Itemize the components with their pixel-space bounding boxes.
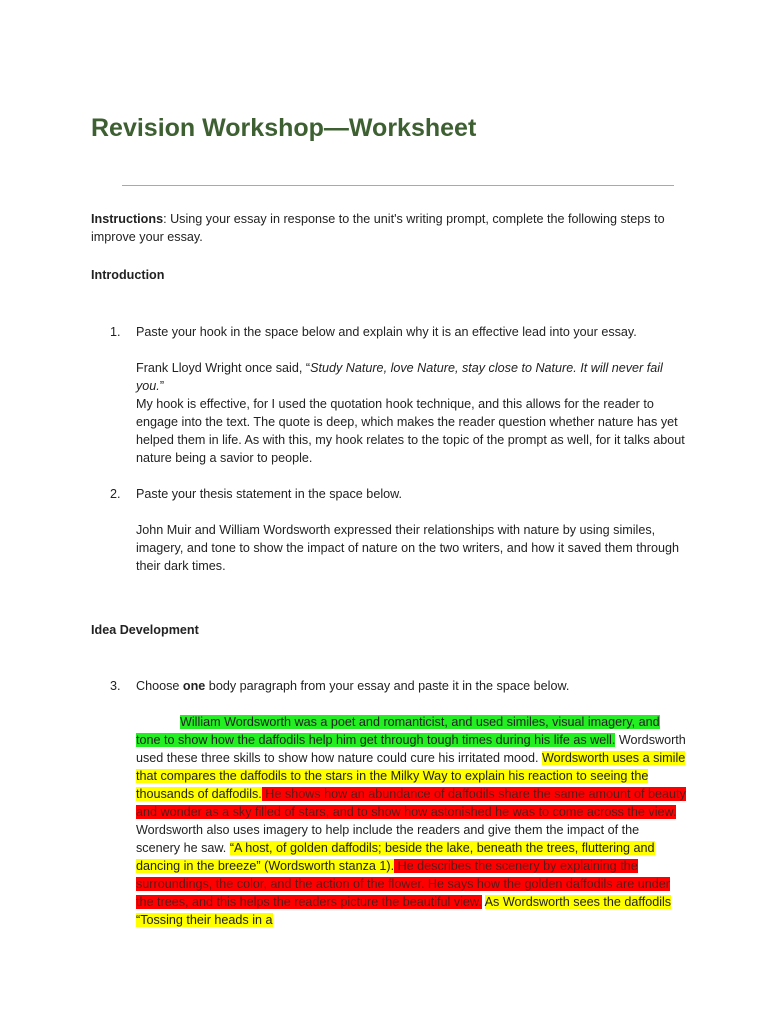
prompt-pre: Choose xyxy=(136,679,183,693)
paragraph-segment-plain: Wordsworth used these three skills to show how nature could cure his irritated mood. xyxy=(136,733,686,765)
hook-answer-lead: Frank Lloyd Wright once said, “ xyxy=(136,361,311,375)
prompt-bold: one xyxy=(182,679,206,693)
paragraph-segment-red-highlight: He shows how an abundance of daffodils share the same amount of beauty and wonder as a sky filled of stars, and to show how astonished he was to come across the view. xyxy=(136,787,686,819)
paragraph-segment-yellow-highlight: Wordsworth uses a simile that compares the daffodils to the stars in the Milky Way to explain his reaction to seeing the thousands of daffodils. xyxy=(136,751,686,801)
list-item-thesis xyxy=(110,485,690,575)
hook-answer xyxy=(136,359,686,395)
item-prompt xyxy=(136,677,686,695)
hook-explanation: My hook is effective, for I used the quotation hook technique, and this allows for the reader to engage into the text. The quote is deep, which makes the reader question whether nature has yet helped them in life. As with this, my hook relates to the topic of the prompt as well, for it talks about nature being a savior to people. xyxy=(136,397,685,465)
hook-quote: Study Nature, love Nature, stay close to Nature. It will never fail you. xyxy=(136,361,663,393)
item-prompt: Paste your hook in the space below and explain why it is an effective lead into your essay. xyxy=(136,325,637,339)
section-heading-introduction: Introduction xyxy=(91,268,165,282)
thesis-answer: John Muir and William Wordsworth expressed their relationships with nature by using similes, imagery, and tone to show the impact of nature on the two writers, and how it saved them through their dark times. xyxy=(136,523,679,573)
instructions-label: Instructions xyxy=(91,212,164,226)
list-item-body-paragraph xyxy=(110,677,690,929)
list-number: 2. xyxy=(110,487,121,501)
paragraph-segment-yellow-highlight: “A host, of golden daffodils; beside the lake, beneath the trees, fluttering and dancing in the breeze” (Wordsworth stanza 1). xyxy=(136,841,655,873)
list-item-hook xyxy=(110,323,690,467)
list-number: 3. xyxy=(110,679,121,693)
paragraph-segment-green-highlight: William Wordsworth was a poet and romanticist, and used similes, visual imagery, and tone to show how the daffodils help him get through tough times during his life as well. xyxy=(136,715,660,747)
paragraph-segment-red-highlight: He describes the scenery by explaining the surroundings, the color, and the action of the flower. He says how the golden daffodils are under the trees, and this helps the readers picture the beautiful view. xyxy=(136,859,670,909)
paragraph-segment-plain: Wordsworth also uses imagery to help include the readers and give them the impact of the scenery he saw. xyxy=(136,823,640,855)
page-title: Revision Workshop—Worksheet xyxy=(91,114,477,142)
instructions-text: : Using your essay in response to the unit's writing prompt, complete the following steps to improve your essay. xyxy=(91,212,665,244)
prompt-post: body paragraph from your essay and paste it in the space below. xyxy=(205,679,570,693)
list-number: 1. xyxy=(110,325,121,339)
paragraph-segment-yellow-highlight: As Wordsworth sees the daffodils “Tossing their heads in a xyxy=(136,895,672,927)
item-prompt: Paste your thesis statement in the space below. xyxy=(136,487,403,501)
horizontal-divider xyxy=(122,185,674,186)
body-paragraph xyxy=(136,713,686,929)
instructions-paragraph xyxy=(91,210,691,246)
section-heading-idea-development: Idea Development xyxy=(91,623,199,637)
hook-quote-end: ” xyxy=(159,379,165,393)
